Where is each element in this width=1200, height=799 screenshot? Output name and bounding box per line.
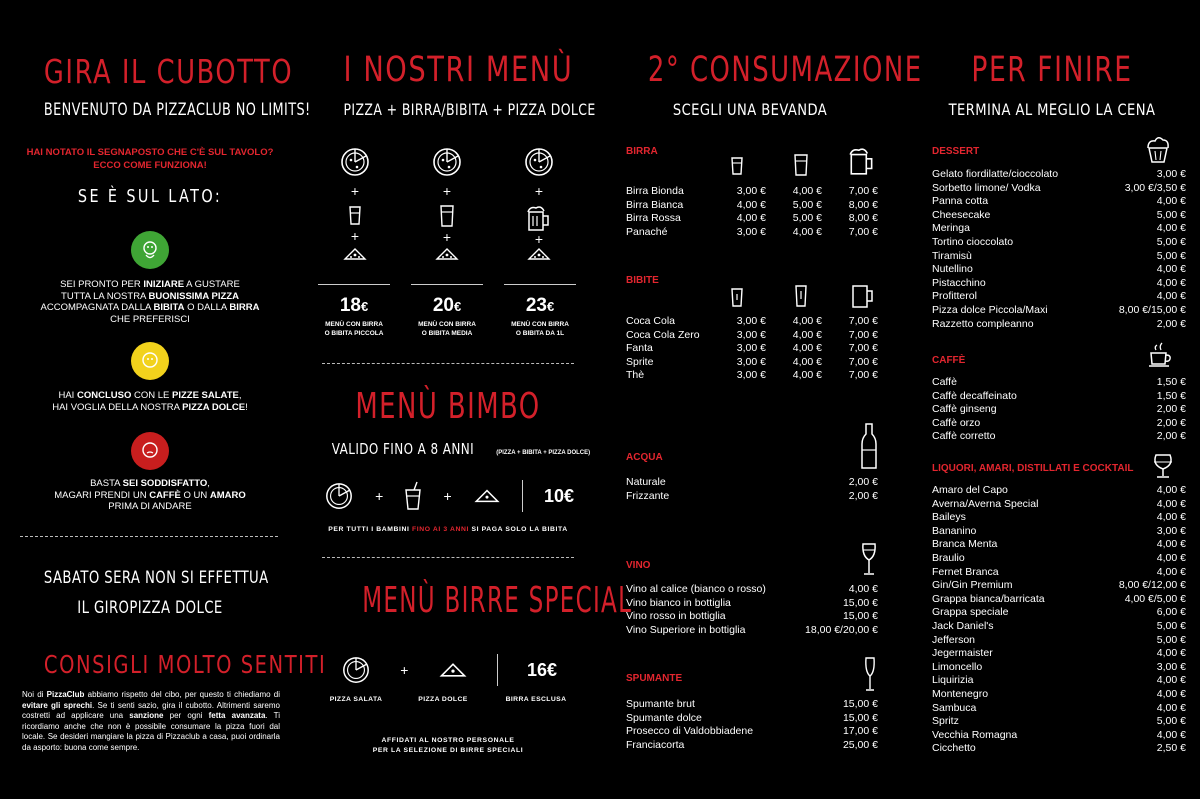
- table-row: [932, 209, 1186, 223]
- bibite-table: [626, 315, 878, 383]
- table-row: [932, 742, 1186, 756]
- item-name: Cheesecake: [932, 208, 991, 221]
- menu-option-20: [414, 146, 480, 262]
- section-spumante: SPUMANTE: [626, 673, 683, 684]
- item-name: Vino bianco in bottiglia: [626, 596, 731, 609]
- table-row: [626, 739, 878, 753]
- table-row: [932, 318, 1186, 332]
- table-row: [932, 552, 1186, 566]
- table-row: [932, 263, 1186, 277]
- item-price: 7,00 €: [848, 328, 878, 341]
- item-price: 7,00 €: [848, 185, 878, 197]
- item-name: Gelato fiordilatte/cioccolato: [932, 168, 1059, 180]
- item-name: Caffè: [932, 376, 957, 388]
- spumante-table: [626, 698, 878, 752]
- item-price: 5,00 €: [1156, 235, 1186, 248]
- item-name: Sambuca: [932, 701, 977, 714]
- item-name: Jegermaister: [932, 647, 993, 660]
- menu-prices: [318, 284, 576, 338]
- red-cube-block: [14, 432, 286, 513]
- table-row: [932, 674, 1186, 688]
- menu-price-20: 20€ MENÙ CON BIRRA O BIBITA MEDIA: [411, 284, 483, 338]
- menu-subtitle: PIZZA + BIRRA/BIBITA + PIZZA DOLCE: [343, 100, 596, 119]
- table-row: [932, 430, 1186, 444]
- plus-sign: +: [350, 228, 360, 244]
- beer-special-title: MENÙ BIRRE SPECIAL: [362, 580, 633, 621]
- item-price: 4,00 €: [1156, 728, 1186, 741]
- table-row: [932, 593, 1186, 607]
- item-name: Prosecco di Valdobbiadene: [626, 725, 754, 738]
- side-heading: SE È SUL LATO:: [77, 186, 223, 207]
- item-price: 4,00 €: [1156, 674, 1186, 687]
- item-price: 2,00 €: [1156, 403, 1186, 416]
- item-name: Grappa bianca/barricata: [932, 592, 1045, 605]
- item-price: 4,00 €: [1156, 647, 1186, 660]
- pizza-icon: [341, 655, 371, 685]
- item-name: Montenegro: [932, 687, 989, 700]
- advice-title: CONSIGLI MOLTO SENTITI: [43, 650, 327, 679]
- item-price: 4,00 €: [848, 583, 878, 595]
- item-name: Meringa: [932, 222, 970, 235]
- divider: [322, 363, 574, 364]
- item-price: 4,00 €: [1156, 290, 1186, 303]
- item-price: 3,00 €: [736, 185, 766, 197]
- flute-glass-icon: [864, 656, 876, 692]
- item-price: 4,00 €: [1156, 701, 1186, 714]
- table-row: [626, 226, 878, 240]
- item-name: Birra Bianca: [626, 198, 684, 211]
- item-name: Spritz: [932, 715, 959, 728]
- item-price: 4,00 €: [792, 369, 822, 382]
- mug-icon: [850, 283, 876, 309]
- table-row: [932, 634, 1186, 648]
- item-price: 4,00 €: [1156, 222, 1186, 235]
- table-row: [932, 498, 1186, 512]
- dessert-table: [932, 168, 1186, 331]
- item-price: 3,00 €: [736, 369, 766, 382]
- item-price: 3,00 €/3,50 €: [1124, 181, 1186, 194]
- item-name: Panaché: [626, 225, 668, 238]
- beer-price: 16€: [526, 659, 558, 680]
- column-nostri-menu: [314, 0, 633, 799]
- menu-options: [322, 146, 572, 262]
- table-row: [932, 715, 1186, 729]
- item-price: 7,00 €: [848, 369, 878, 382]
- plus-sign: +: [400, 662, 409, 678]
- caffe-table: [932, 376, 1186, 444]
- item-price: 3,00 €: [736, 328, 766, 341]
- kids-title: MENÙ BIMBO: [355, 386, 541, 427]
- dessert-pizza-icon: [342, 246, 368, 262]
- item-price: 8,00 €/12,00 €: [1118, 579, 1186, 592]
- table-row: [932, 390, 1186, 404]
- dessert-pizza-icon: [434, 246, 460, 262]
- section-dessert: DESSERT: [932, 146, 980, 157]
- item-price: 2,00 €: [848, 476, 878, 488]
- item-name: Limoncello: [932, 660, 983, 673]
- table-row: [626, 610, 878, 624]
- item-price: 7,00 €: [848, 225, 878, 238]
- gira-title: GIRA IL CUBOTTO: [43, 52, 294, 91]
- item-price: 18,00 €/20,00 €: [805, 623, 878, 636]
- item-name: Frizzante: [626, 489, 670, 502]
- item-price: 8,00 €/15,00 €: [1118, 303, 1186, 316]
- table-row: [932, 579, 1186, 593]
- item-name: Vino rosso in bottiglia: [626, 610, 726, 623]
- item-name: Braulio: [932, 551, 965, 564]
- consumazione-title: 2° CONSUMAZIONE: [647, 50, 923, 90]
- beer-note: AFFIDATI AL NOSTRO PERSONALE PER LA SELEZIONE DI BIRRE SPECIALI: [372, 737, 524, 754]
- item-price: 3,00 €: [736, 355, 766, 368]
- item-name: Profitterol: [932, 290, 977, 303]
- item-name: Liquirizia: [932, 674, 974, 687]
- plus-sign: +: [350, 183, 360, 199]
- item-name: Fanta: [626, 342, 653, 355]
- item-name: Tiramisù: [932, 249, 972, 262]
- glass-small-icon: [730, 156, 744, 176]
- table-row: [626, 315, 878, 329]
- item-price: 4,00 €: [736, 212, 766, 225]
- section-bibite: BIBITE: [626, 275, 659, 286]
- table-row: [932, 182, 1186, 196]
- table-row: [932, 525, 1186, 539]
- dessert-pizza-icon: [473, 486, 501, 506]
- item-name: Caffè orzo: [932, 416, 981, 429]
- table-row: [932, 484, 1186, 498]
- item-name: Gin/Gin Premium: [932, 579, 1013, 592]
- item-price: 2,00 €: [848, 489, 878, 502]
- table-row: [626, 698, 878, 712]
- item-name: Coca Cola Zero: [626, 328, 700, 341]
- finire-title: PER FINIRE: [971, 50, 1133, 90]
- table-row: [626, 356, 878, 370]
- liquori-table: [932, 484, 1186, 756]
- separator: [497, 654, 498, 686]
- item-price: 25,00 €: [842, 738, 878, 751]
- item-price: 4,00 €: [1156, 497, 1186, 510]
- table-row: [626, 490, 878, 504]
- section-acqua: ACQUA: [626, 452, 663, 463]
- section-liquori: LIQUORI, AMARI, DISTILLATI E COCKTAIL: [932, 463, 1134, 474]
- item-price: 4,00 €: [792, 315, 822, 327]
- item-name: Branca Menta: [932, 538, 998, 551]
- tall-glass-icon: [794, 284, 808, 308]
- item-price: 7,00 €: [848, 315, 878, 327]
- item-price: 4,00 €: [792, 328, 822, 341]
- column-per-finire: [918, 0, 1186, 799]
- plus-sign: +: [534, 183, 544, 199]
- table-row: [932, 417, 1186, 431]
- item-name: Sprite: [626, 355, 654, 368]
- table-row: [932, 277, 1186, 291]
- item-name: Birra Rossa: [626, 212, 681, 225]
- item-price: 7,00 €: [848, 355, 878, 368]
- glass-small-icon: [348, 204, 362, 226]
- item-price: 5,00 €: [792, 198, 822, 211]
- table-row: [932, 702, 1186, 716]
- plus-sign: +: [375, 488, 384, 504]
- table-row: [626, 597, 878, 611]
- pizza-icon: [324, 481, 354, 511]
- advice-text: Noi di PizzaClub abbiamo rispetto del cibo, per questo ti chiediamo di evitare gli sprechi. Se ti senti sazio, gira il cubotto. Altrimenti saremo costretti ad applicare una sanzione per ogni fetta avanzata. Ti ricordiamo anche che non è possibile consumare la pizza fuori dal locale. Se desideri mangiare la pizza di Pizzaclub a casa, puoi ordinarla da asporto: buona come sempre.: [22, 690, 281, 752]
- item-name: Sorbetto limone/ Vodka: [932, 181, 1041, 194]
- item-name: Baileys: [932, 511, 966, 524]
- section-vino: VINO: [626, 560, 651, 571]
- item-price: 4,00 €: [1156, 551, 1186, 564]
- dessert-pizza-icon: [526, 246, 552, 262]
- item-price: 4,00 €: [1156, 687, 1186, 700]
- pizza-icon: [523, 146, 555, 178]
- item-name: Vino Superiore in bottiglia: [626, 623, 746, 636]
- item-price: 3,00 €: [736, 342, 766, 355]
- red-cube-text: BASTA SEI SODDISFATTO, MAGARI PRENDI UN CAFFÈ O UN AMARO PRIMA DI ANDARE: [54, 478, 246, 512]
- item-price: 4,00 €: [1156, 276, 1186, 289]
- kids-price: 10€: [543, 485, 574, 506]
- item-name: Coca Cola: [626, 315, 676, 327]
- table-row: [626, 369, 878, 383]
- item-price: 15,00 €: [842, 596, 878, 609]
- item-price: 3,00 €: [1156, 660, 1186, 673]
- table-row: [932, 606, 1186, 620]
- item-name: Spumante dolce: [626, 711, 702, 724]
- item-name: Franciacorta: [626, 738, 685, 751]
- item-price: 4,00 €: [1156, 484, 1186, 496]
- table-row: [932, 376, 1186, 390]
- table-row: [932, 222, 1186, 236]
- item-price: 5,00 €: [1156, 633, 1186, 646]
- item-name: Birra Bionda: [626, 185, 684, 197]
- plus-sign: +: [534, 231, 544, 247]
- item-price: 4,00 €: [1156, 538, 1186, 551]
- table-row: [932, 647, 1186, 661]
- section-birra: BIRRA: [626, 146, 658, 157]
- item-name: Panna cotta: [932, 195, 989, 208]
- item-price: 5,00 €: [1156, 249, 1186, 262]
- item-name: Pistacchino: [932, 276, 986, 289]
- item-name: Naturale: [626, 476, 666, 488]
- beer-combo-pizza: [324, 655, 388, 685]
- yellow-cube-text: HAI CONCLUSO CON LE PIZZE SALATE, HAI VOGLIA DELLA NOSTRA PIZZA DOLCE!: [52, 390, 248, 413]
- item-name: Caffè corretto: [932, 430, 996, 443]
- gira-subtitle: BENVENUTO DA PIZZACLUB NO LIMITS!: [43, 100, 311, 119]
- item-name: Thè: [626, 369, 645, 382]
- soda-cup-icon: [404, 481, 422, 511]
- dessert-pizza-icon: [438, 659, 468, 681]
- item-price: 1,50 €: [1156, 389, 1186, 402]
- item-price: 5,00 €: [1156, 208, 1186, 221]
- item-price: 3,00 €: [736, 225, 766, 238]
- table-row: [626, 712, 878, 726]
- notice-line-2: ECCO COME FUNZIONA!: [93, 160, 207, 171]
- plus-sign: +: [443, 488, 452, 504]
- table-row: [932, 236, 1186, 250]
- glass-medium-icon: [439, 204, 455, 228]
- separator: [522, 480, 523, 512]
- table-row: [932, 688, 1186, 702]
- item-price: 4,00 €: [792, 225, 822, 238]
- item-price: 8,00 €: [848, 212, 878, 225]
- item-price: 15,00 €: [842, 711, 878, 724]
- item-name: Spumante brut: [626, 698, 695, 710]
- beer-combo: [324, 654, 574, 686]
- item-price: 7,00 €: [848, 342, 878, 355]
- glass-medium-icon: [793, 153, 809, 177]
- green-cube-block: [14, 231, 286, 325]
- table-row: [932, 304, 1186, 318]
- wine-glass-icon: [861, 542, 877, 576]
- menu-price-23: 23€ MENÙ CON BIRRA O BIBITA DA 1L: [504, 284, 576, 338]
- item-price: 4,00 €/5,00 €: [1124, 592, 1186, 605]
- table-row: [626, 212, 878, 226]
- item-price: 15,00 €: [842, 610, 878, 623]
- item-name: Razzetto compleanno: [932, 317, 1034, 330]
- cupcake-icon: [1144, 134, 1172, 164]
- item-price: 17,00 €: [842, 725, 878, 738]
- table-row: [626, 624, 878, 638]
- water-bottle-icon: [860, 422, 878, 470]
- beer-combo-dessert: [421, 659, 485, 681]
- kids-subtitle: VALIDO FINO A 8 ANNI (PIZZA + BIBITA + PIZZA DOLCE): [331, 440, 591, 458]
- item-price: 4,00 €: [1156, 263, 1186, 276]
- divider: [20, 536, 278, 537]
- item-name: Grappa speciale: [932, 606, 1009, 619]
- acqua-table: [626, 476, 878, 503]
- red-cube-icon: [131, 432, 169, 470]
- item-price: 4,00 €: [792, 342, 822, 355]
- item-name: Cicchetto: [932, 742, 976, 755]
- saturday-line-2: IL GIROPIZZA DOLCE: [77, 598, 223, 618]
- item-name: Pizza dolce Piccola/Maxi: [932, 303, 1048, 316]
- item-name: Jack Daniel's: [932, 619, 994, 632]
- notice-line-1: HAI NOTATO IL SEGNAPOSTO CHE C'È SUL TAVOLO?: [26, 147, 274, 158]
- plus-sign: +: [442, 229, 452, 245]
- kids-note: PER TUTTI I BAMBINI FINO AI 3 ANNI SI PAGA SOLO LA BIBITA: [328, 526, 568, 533]
- item-name: Bananino: [932, 524, 977, 537]
- saturday-note: [43, 563, 269, 623]
- item-price: 4,00 €: [736, 198, 766, 211]
- beer-labels: PIZZA SALATA PIZZA DOLCE BIRRA ESCLUSA: [329, 696, 567, 703]
- item-price: 5,00 €: [1156, 715, 1186, 728]
- birra-table: [626, 185, 878, 239]
- item-price: 4,00 €: [792, 185, 822, 197]
- item-price: 2,50 €: [1156, 742, 1186, 755]
- table-row: [932, 661, 1186, 675]
- table-row: [626, 329, 878, 343]
- consumazione-subtitle: SCEGLI UNA BEVANDA: [672, 100, 828, 119]
- pizza-icon: [431, 146, 463, 178]
- coffee-cup-icon: [1148, 340, 1174, 368]
- item-name: Vino al calice (bianco o rosso): [626, 583, 766, 595]
- item-price: 3,00 €: [1156, 168, 1186, 180]
- item-price: 4,00 €: [792, 355, 822, 368]
- yellow-cube-icon: [131, 342, 169, 380]
- menu-price-18: 18€ MENÙ CON BIRRA O BIBITA PICCOLA: [318, 284, 390, 338]
- item-price: 1,50 €: [1156, 376, 1186, 388]
- table-row: [932, 620, 1186, 634]
- beer-mug-icon: [848, 146, 876, 176]
- item-name: Jefferson: [932, 633, 975, 646]
- section-caffe: CAFFÈ: [932, 355, 966, 366]
- table-row: [626, 185, 878, 199]
- saturday-line-1: SABATO SERA NON SI EFFETTUA: [43, 568, 269, 588]
- item-price: 3,00 €: [736, 315, 766, 327]
- notice-text: [14, 146, 286, 172]
- table-row: [932, 168, 1186, 182]
- item-price: 2,00 €: [1156, 430, 1186, 443]
- table-row: [626, 476, 878, 490]
- item-price: 8,00 €: [848, 198, 878, 211]
- plus-sign: +: [442, 183, 452, 199]
- yellow-cube-block: [14, 342, 286, 413]
- table-row: [626, 199, 878, 213]
- menu-option-23: [506, 146, 572, 262]
- vino-table: [626, 583, 878, 637]
- table-row: [932, 538, 1186, 552]
- table-row: [932, 250, 1186, 264]
- item-price: 4,00 €: [1156, 565, 1186, 578]
- table-row: [932, 511, 1186, 525]
- table-row: [626, 583, 878, 597]
- item-price: 15,00 €: [842, 698, 878, 710]
- pizza-icon: [339, 146, 371, 178]
- bottle-glass-icon: [730, 286, 744, 308]
- table-row: [932, 403, 1186, 417]
- item-price: 2,00 €: [1156, 317, 1186, 330]
- item-price: 3,00 €: [1156, 524, 1186, 537]
- item-price: 4,00 €: [1156, 195, 1186, 208]
- item-name: Nutellino: [932, 263, 973, 276]
- green-cube-text: SEI PRONTO PER INIZIARE A GUSTARE TUTTA LA NOSTRA BUONISSIMA PIZZA ACCOMPAGNATA DALLA BIBITA O DALLA BIRRA CHE PREFERISCI: [40, 279, 260, 325]
- item-price: 6,00 €: [1156, 606, 1186, 619]
- table-row: [932, 566, 1186, 580]
- item-price: 2,00 €: [1156, 416, 1186, 429]
- divider: [322, 557, 574, 558]
- table-row: [932, 290, 1186, 304]
- column-seconda-consumazione: [612, 0, 923, 799]
- item-name: Amaro del Capo: [932, 484, 1008, 496]
- item-name: Caffè decaffeinato: [932, 389, 1017, 402]
- item-name: Vecchia Romagna: [932, 728, 1018, 741]
- item-price: 4,00 €: [1156, 511, 1186, 524]
- finire-subtitle: TERMINA AL MEGLIO LA CENA: [948, 100, 1156, 119]
- table-row: [626, 725, 878, 739]
- item-name: Averna/Averna Special: [932, 497, 1039, 510]
- green-cube-icon: [131, 231, 169, 269]
- item-name: Fernet Branca: [932, 565, 999, 578]
- column-gira-il-cubotto: [14, 0, 327, 799]
- item-price: 5,00 €: [792, 212, 822, 225]
- table-row: [932, 729, 1186, 743]
- table-row: [932, 195, 1186, 209]
- item-name: Caffè ginseng: [932, 403, 997, 416]
- menu-title: I NOSTRI MENÙ: [343, 50, 574, 90]
- kids-combo: [324, 480, 574, 512]
- menu-option-18: [322, 146, 388, 262]
- beer-mug-icon: [526, 204, 552, 232]
- item-name: Tortino cioccolato: [932, 235, 1014, 248]
- table-row: [626, 342, 878, 356]
- snifter-glass-icon: [1152, 452, 1174, 480]
- item-price: 5,00 €: [1156, 619, 1186, 632]
